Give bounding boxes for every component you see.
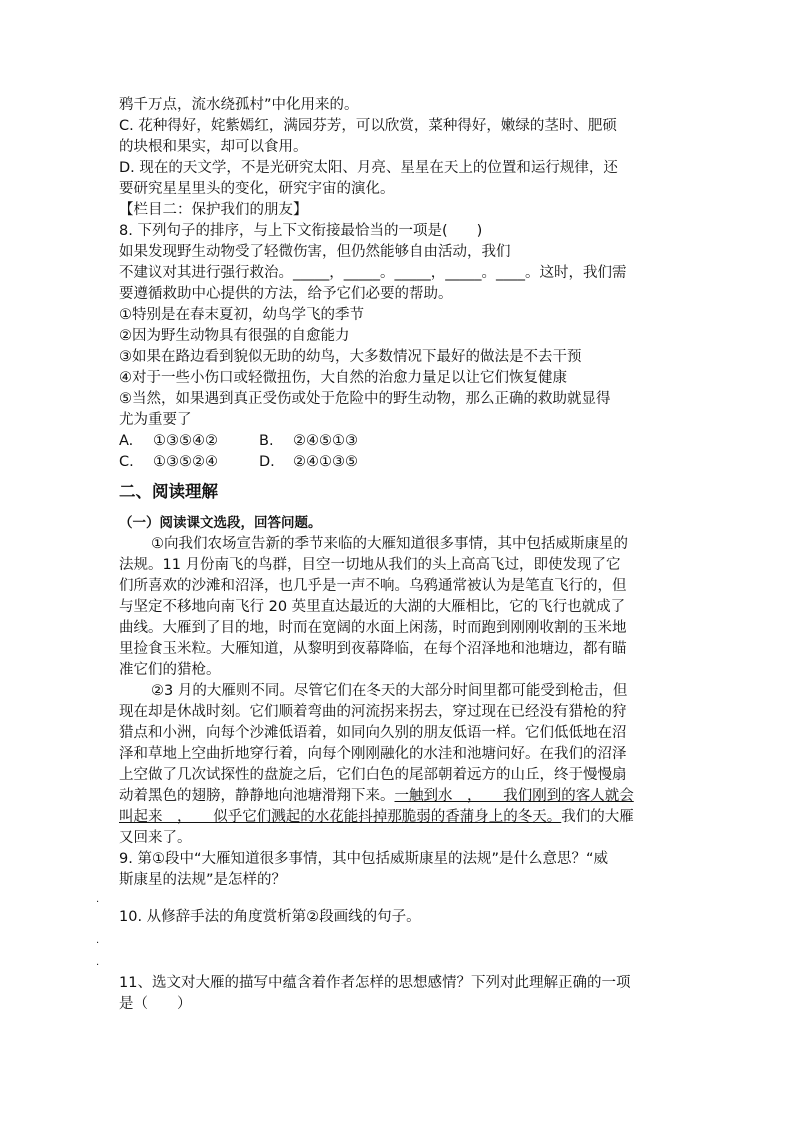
question-8: 8. 下列句子的排序，与上下文衔接最恰当的一项是( ): [119, 223, 483, 239]
options-row-ab: [119, 431, 679, 452]
paragraph-2-line: ②3 月的大雁则不同。尽管它们在冬天的大部分时间里都可能受到枪击，但: [151, 683, 628, 699]
answer-marker: .: [96, 894, 100, 905]
paragraph-2-line: [119, 807, 679, 828]
sentence-5: ⑤当然，如果遇到真正受伤或处于危险中的野生动物，那么正确的救助就显得: [119, 391, 611, 407]
paragraph-2-line: [119, 786, 679, 807]
subsection-heading: （一）阅读课文选段，回答问题。: [119, 515, 322, 531]
paragraph-2-line: 又回来了。: [119, 830, 192, 846]
paragraph-1-line: 与坚定不移地向南飞行 20 英里直达最近的大湖的大雁相比，它的飞行也就成了: [119, 599, 626, 615]
paragraph-1-line: ①向我们农场宣告新的季节来临的大雁知道很多事情，其中包括威斯康星的: [151, 536, 628, 552]
paragraph-2-text: 我们的大雁: [561, 809, 634, 825]
paragraph-2-line: 现在却是休战时刻。它们顺着弯曲的河流拐来拐去，穿过现在已经没有猎枪的狩: [119, 704, 627, 720]
option-b-label: B.: [259, 433, 274, 449]
option-c-value: ①③⑤②④: [153, 454, 218, 470]
underlined-sentence: 一触到水 ， 我们刚到的客人就会: [394, 788, 634, 804]
option-d-value: ②④①③⑤: [293, 454, 358, 470]
text-line: 要研究星星里头的变化，研究宇宙的演化。: [119, 181, 395, 197]
paragraph-1-line: 准它们的猎枪。: [119, 662, 221, 678]
paragraph-1-line: 法规。11 月份南飞的鸟群，目空一切地从我们的头上高高飞过，即使发现了它: [119, 557, 621, 573]
sentence-4: ④对于一些小伤口或轻微扭伤，大自然的治愈力量足以让它们恢复健康: [119, 370, 567, 386]
text-line: 如果发现野生动物受了轻微伤害，但仍然能够自由活动，我们: [119, 244, 511, 260]
fill-blank-line: 不建议对其进行强行救治。_____，_____。_____，_____。____。这时，我们需: [119, 265, 627, 281]
sentence-3: ③如果在路边看到貌似无助的幼鸟，大多数情况下最好的做法是不去干预: [119, 349, 582, 365]
paragraph-2-text: 动着黑色的翅膀，静静地向池塘滑翔下来。: [119, 788, 395, 804]
options-row-cd: [119, 452, 679, 473]
option-d-text: D. 现在的天文学，不是光研究太阳、月亮、星星在天上的位置和运行规律，还: [119, 160, 618, 176]
text-line: 要遵循救助中心提供的方法，给予它们必要的帮助。: [119, 286, 453, 302]
paragraph-1-line: 里捡食玉米粒。大雁知道，从黎明到夜幕降临，在每个沼泽地和池塘边，都有瞄: [119, 641, 627, 657]
paragraph-1-line: 曲线。大雁到了目的地，时而在宽阔的水面上闲荡，时而跑到刚刚收割的玉米地: [119, 620, 627, 636]
column-heading: 【栏目二：保护我们的朋友】: [119, 202, 308, 218]
section-heading: 二、阅读理解: [119, 482, 218, 501]
option-b-value: ②④⑤①③: [293, 433, 358, 449]
sentence-2: ②因为野生动物具有很强的自愈能力: [119, 328, 350, 344]
option-a-label: A.: [119, 433, 134, 449]
paragraph-1-line: 们所喜欢的沙滩和沼泽，也几乎是一声不响。乌鸦通常被认为是笔直飞行的，但: [119, 578, 627, 594]
text-line: 的块根和果实，却可以食用。: [119, 139, 308, 155]
paragraph-2-line: 泽和草地上空曲折地穿行着，向每个刚刚融化的水洼和池塘问好。在我们的沼泽: [119, 746, 627, 762]
question-11-cont: 是（ ）: [119, 996, 192, 1012]
answer-marker: .: [96, 957, 100, 968]
question-10: 10. 从修辞手法的角度赏析第②段画线的句子。: [119, 909, 421, 925]
question-9: 9. 第①段中“大雁知道很多事情，其中包括威斯康星的法规”是什么意思？“威: [119, 851, 608, 867]
paragraph-2-line: 猎点和小洲，向每个沙滩低语着，如同向久别的朋友低语一样。它们低低地在沼: [119, 725, 627, 741]
option-d-label: D.: [259, 454, 275, 470]
option-c-text: C. 花种得好，姹紫嫣红，满园芬芳，可以欣赏，菜种得好，嫩绿的茎时、肥硕: [119, 118, 617, 134]
underlined-sentence: 叫起来 ， 似乎它们溅起的水花能抖掉那脆弱的香蒲身上的冬天。: [119, 809, 562, 825]
sentence-1: ①特别是在春末夏初，幼鸟学飞的季节: [119, 307, 364, 323]
answer-marker: .: [96, 935, 100, 946]
option-c-label: C.: [119, 454, 134, 470]
question-11: 11、选文对大雁的描写中蕴含着作者怎样的思想感情？下列对此理解正确的一项: [119, 975, 631, 991]
paragraph-2-line: 上空做了几次试探性的盘旋之后，它们白色的尾部朝着远方的山丘，终于慢慢扇: [119, 767, 627, 783]
option-a-value: ①③⑤④②: [153, 433, 218, 449]
text-line: 尤为重要了: [119, 412, 192, 428]
question-9-cont: 斯康星的法规”是怎样的？: [119, 872, 287, 888]
text-line: 鸦千万点，流水绕孤村”中化用来的。: [119, 97, 359, 113]
